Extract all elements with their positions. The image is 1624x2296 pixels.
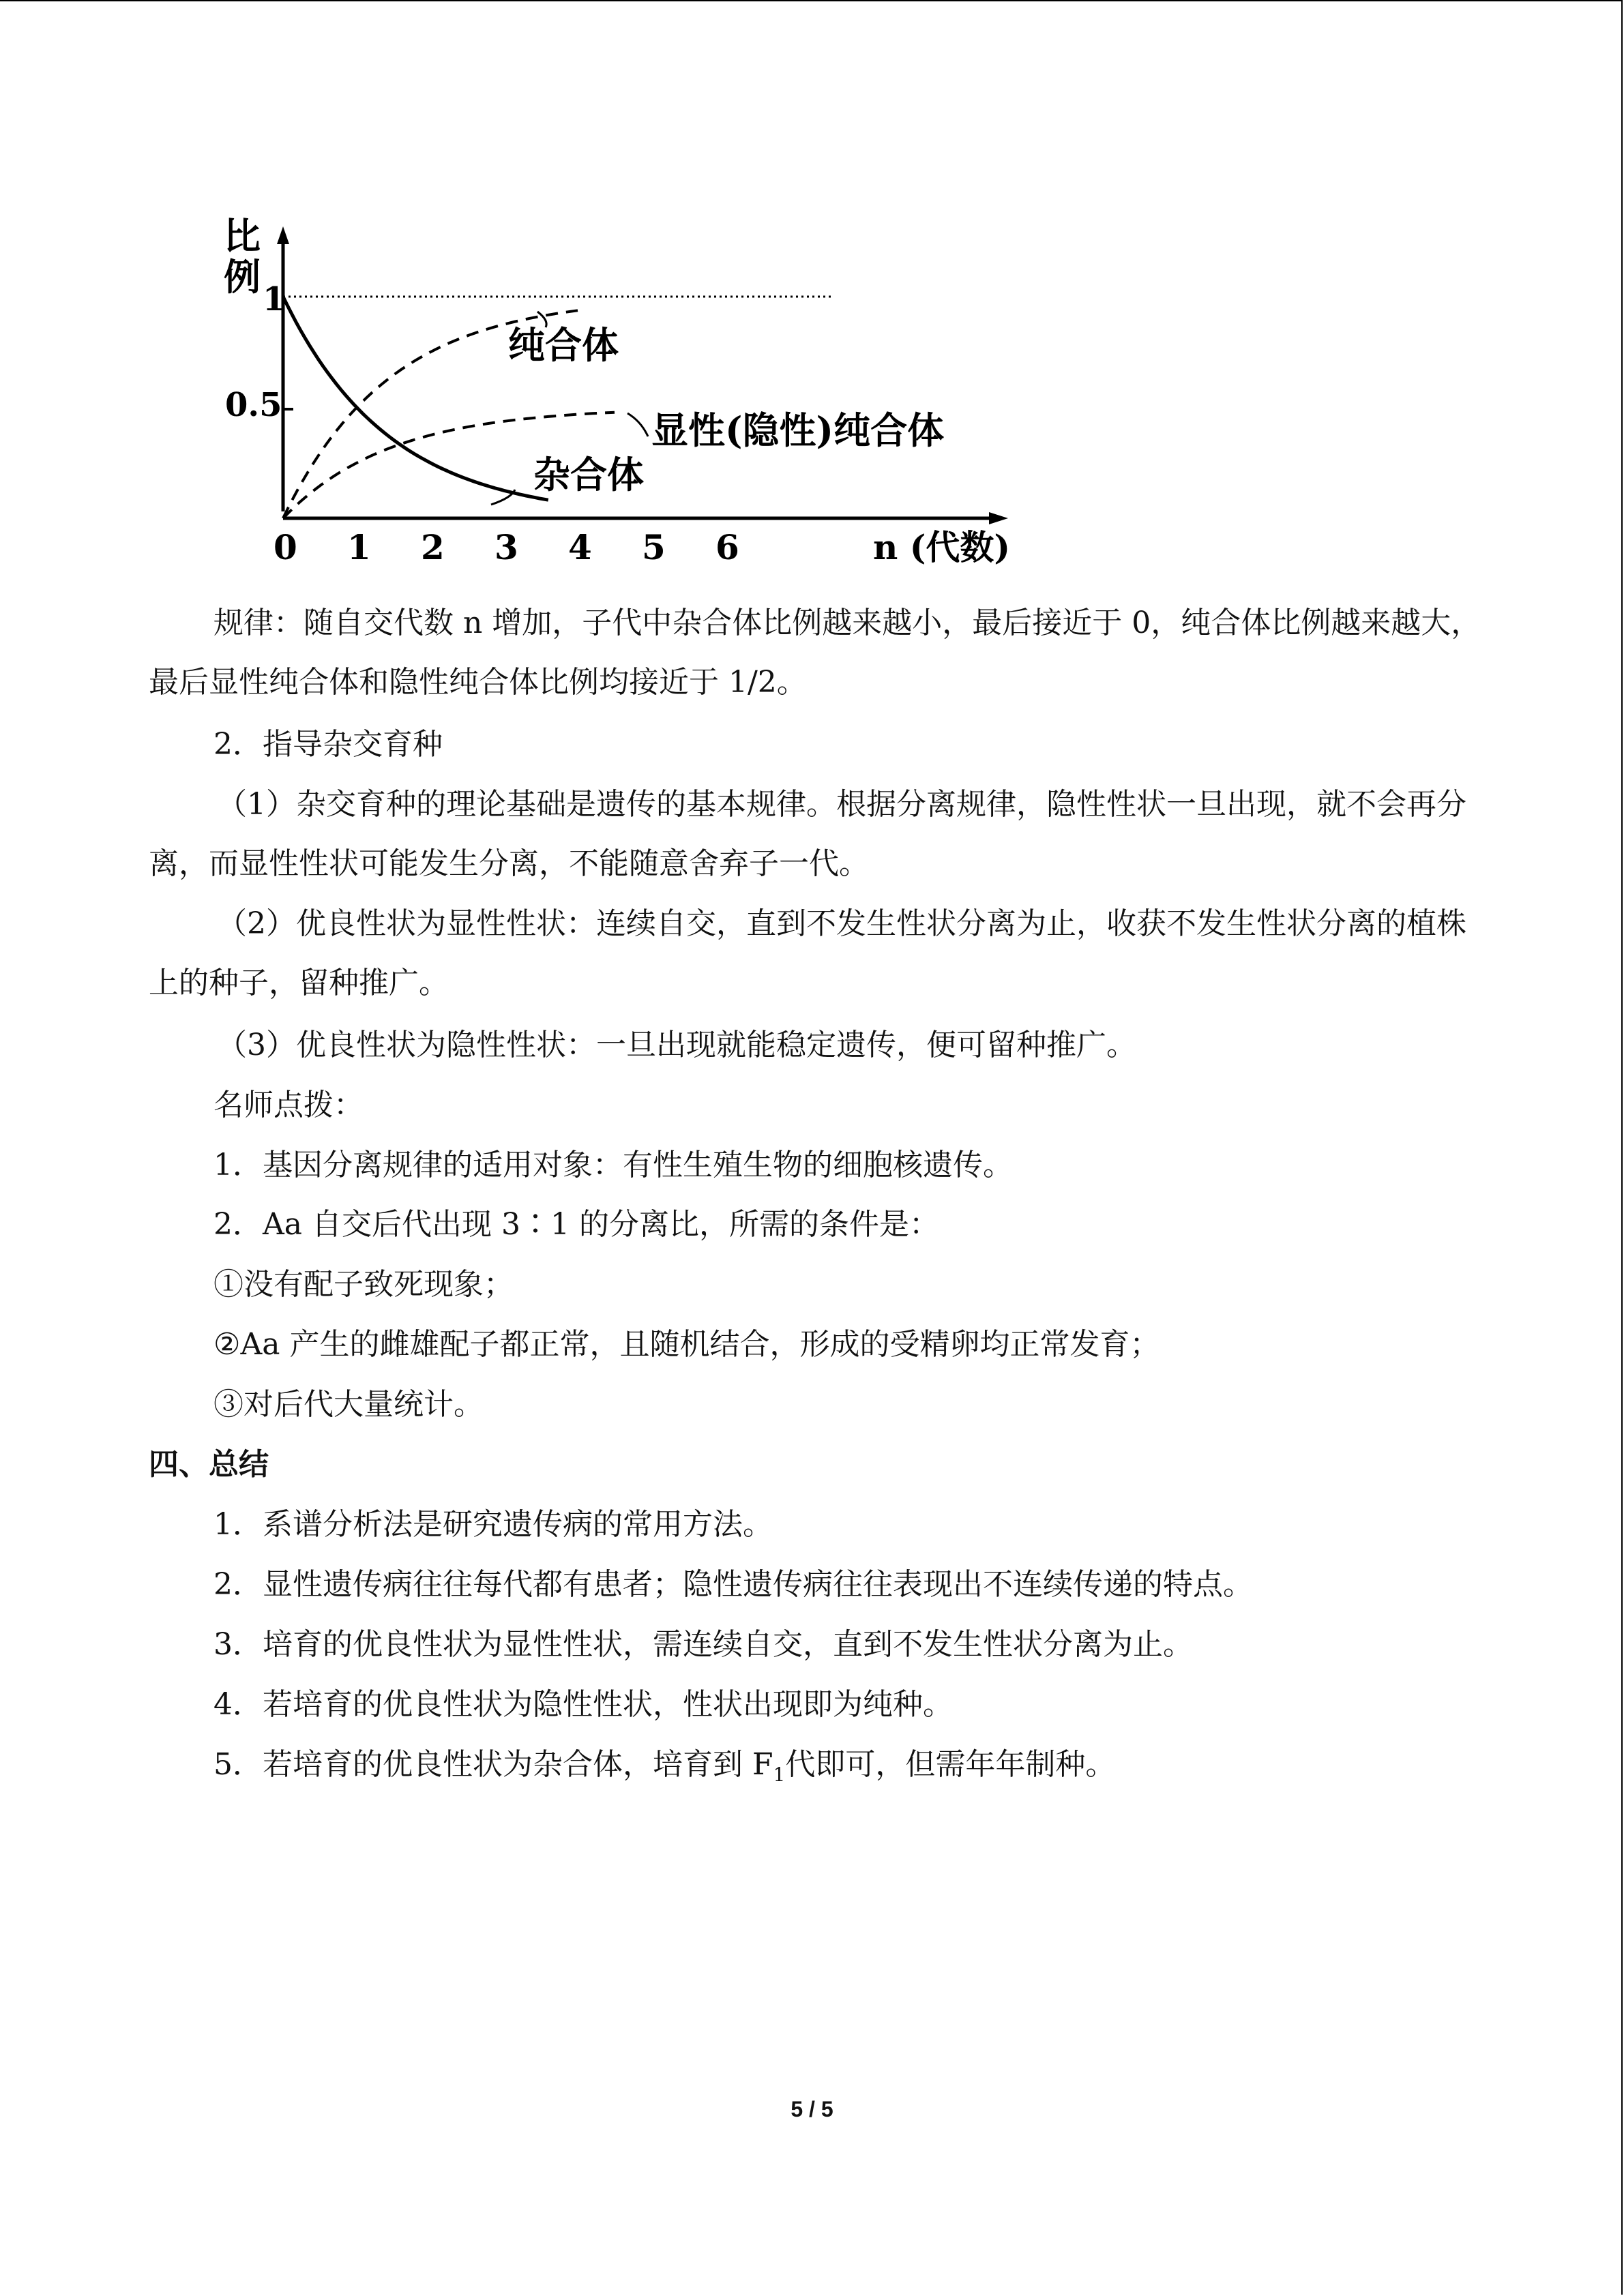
summary-item-5 [149, 1735, 1482, 1804]
y-axis-arrow [277, 226, 289, 244]
rule-paragraph: 规律：随自交代数 n 增加，子代中杂合体比例越来越小，最后接近于 0，纯合体比例越来越大，最后显性纯合体和隐性纯合体比例均接近于 1/2。 [149, 606, 1481, 700]
genotype-ratio-chart [205, 211, 1057, 593]
x-tick-label-6: 6 [715, 527, 739, 567]
subscript-1: 1 [773, 1763, 786, 1786]
dom-leader [628, 413, 648, 436]
breeding-point-3: （3）优良性状为隐性性状：一旦出现就能稳定遗传，便可留种推广。 [217, 1028, 1136, 1062]
x-tick-label-5: 5 [642, 527, 666, 567]
y-tick-label-1: 1 [263, 280, 286, 318]
breeding-point-2: （2）优良性状为显性性状：连续自交，直到不发生性状分离为止，收获不发生性状分离的植株上的种子，留种推广。 [149, 906, 1466, 1000]
y-tick-label-0.5: 0.5 [225, 386, 282, 424]
summary-item-3: 3．培育的优良性状为显性性状，需连续自交，直到不发生性状分离为止。 [213, 1627, 1193, 1662]
breeding-point-1: （1）杂交育种的理论基础是遗传的基本规律。根据分离规律，隐性性状一旦出现，就不会再分离，而显性性状可能发生分离，不能随意舍弃子一代。 [149, 787, 1466, 881]
summary-item-5-after: 代即可，但需年年制种。 [785, 1747, 1116, 1782]
summary-item-1: 1．系谱分析法是研究遗传病的常用方法。 [213, 1507, 773, 1542]
y-axis-label-char2: 例 [224, 255, 261, 299]
teacher-tips-heading: 名师点拨： [213, 1088, 364, 1122]
condition-2: ②Aa 产生的雌雄配子都正常，且随机结合，形成的受精卵均正常发育； [213, 1327, 1160, 1362]
condition-1: ①没有配子致死现象； [213, 1267, 514, 1302]
x-tick-label-1: 1 [347, 527, 371, 567]
y-axis-label-char1: 比 [224, 214, 261, 258]
summary-item-5-before: 5．若培育的优良性状为杂合体，培育到 F [213, 1747, 773, 1782]
summary-item-4: 4．若培育的优良性状为隐性性状，性状出现即为纯种。 [213, 1687, 953, 1722]
tip-1: 1．基因分离规律的适用对象：有性生殖生物的细胞核遗传。 [213, 1148, 1013, 1182]
x-tick-label-0: 0 [274, 527, 297, 567]
summary-heading: 四、总结 [149, 1447, 269, 1482]
hybrid-curve-label: 杂合体 [533, 453, 644, 496]
dominant-recessive-curve-label: 显性(隐性)纯合体 [651, 408, 945, 452]
x-tick-labels [274, 527, 739, 567]
x-axis-label: n (代数) [873, 527, 1011, 567]
condition-3: ③对后代大量统计。 [213, 1387, 484, 1422]
x-tick-label-3: 3 [494, 527, 518, 567]
x-axis-arrow [989, 512, 1008, 524]
tip-2: 2．Aa 自交后代出现 3∶1 的分离比，所需的条件是： [213, 1207, 939, 1242]
page-number: 5 / 5 [791, 2097, 833, 2121]
x-tick-label-4: 4 [568, 527, 592, 567]
hybrid-breeding-heading: 2．指导杂交育种 [213, 727, 443, 762]
summary-item-2: 2．显性遗传病往往每代都有患者；隐性遗传病往往表现出不连续传递的特点。 [213, 1567, 1253, 1602]
pure-curve-label: 纯合体 [508, 323, 619, 367]
x-tick-label-2: 2 [421, 527, 445, 567]
